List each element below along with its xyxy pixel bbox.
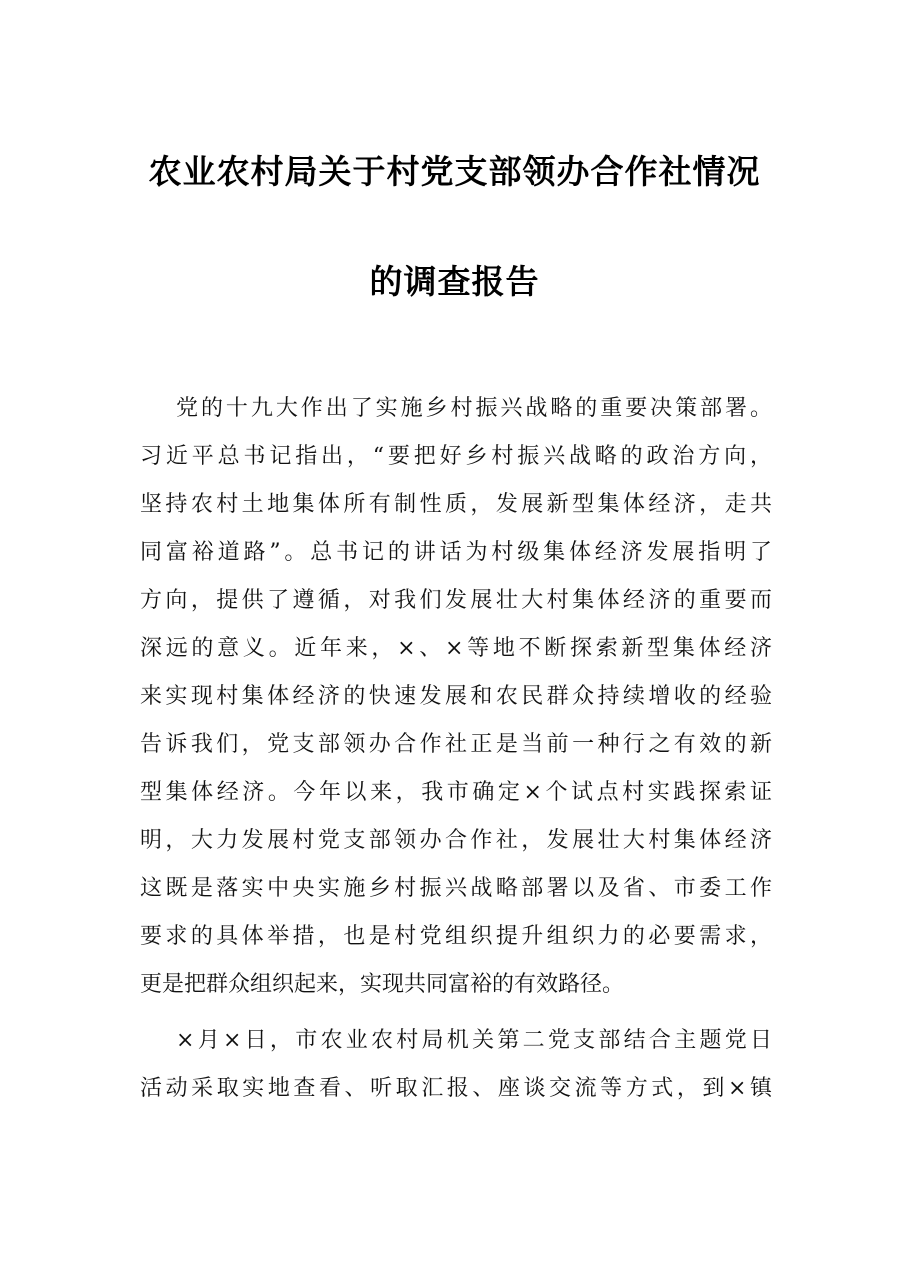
- paragraph-1-line: 来实现村集体经济的快速发展和农民群众持续增收的经验: [140, 684, 772, 709]
- paragraph-1-line: 党的十九大作出了实施乡村振兴战略的重要决策部署。: [176, 396, 772, 421]
- document-title-line-2: 的调查报告: [369, 262, 540, 301]
- paragraph-1-line: 同富裕道路”。总书记的讲话为村级集体经济发展指明了: [140, 540, 772, 565]
- paragraph-2-line: 活动采取实地查看、听取汇报、座谈交流等方式，到×镇: [140, 1076, 772, 1101]
- paragraph-1-line: 深远的意义。近年来，×、×等地不断探索新型集体经济: [140, 636, 772, 661]
- document-title-line-1: 农业农村局关于村党支部领办合作社情况: [148, 152, 761, 191]
- paragraph-1-line: 更是把群众组织起来，实现共同富裕的有效路径。: [140, 972, 625, 997]
- paragraph-1-line: 型集体经济。今年以来，我市确定×个试点村实践探索证: [140, 780, 772, 805]
- paragraph-1-line: 这既是落实中央实施乡村振兴战略部署以及省、市委工作: [140, 876, 772, 901]
- paragraph-1-line: 方向，提供了遵循，对我们发展壮大村集体经济的重要而: [140, 588, 772, 613]
- paragraph-1-line: 坚持农村土地集体所有制性质，发展新型集体经济，走共: [140, 492, 772, 517]
- paragraph-1-line: 习近平总书记指出，“要把好乡村振兴战略的政治方向，: [140, 444, 772, 469]
- paragraph-1-line: 要求的具体举措，也是村党组织提升组织力的必要需求，: [140, 924, 772, 949]
- paragraph-2-line: ×月×日，市农业农村局机关第二党支部结合主题党日: [176, 1028, 772, 1053]
- paragraph-1-line: 告诉我们，党支部领办合作社正是当前一种行之有效的新: [140, 732, 772, 757]
- paragraph-1-line: 明，大力发展村党支部领办合作社，发展壮大村集体经济: [140, 828, 772, 853]
